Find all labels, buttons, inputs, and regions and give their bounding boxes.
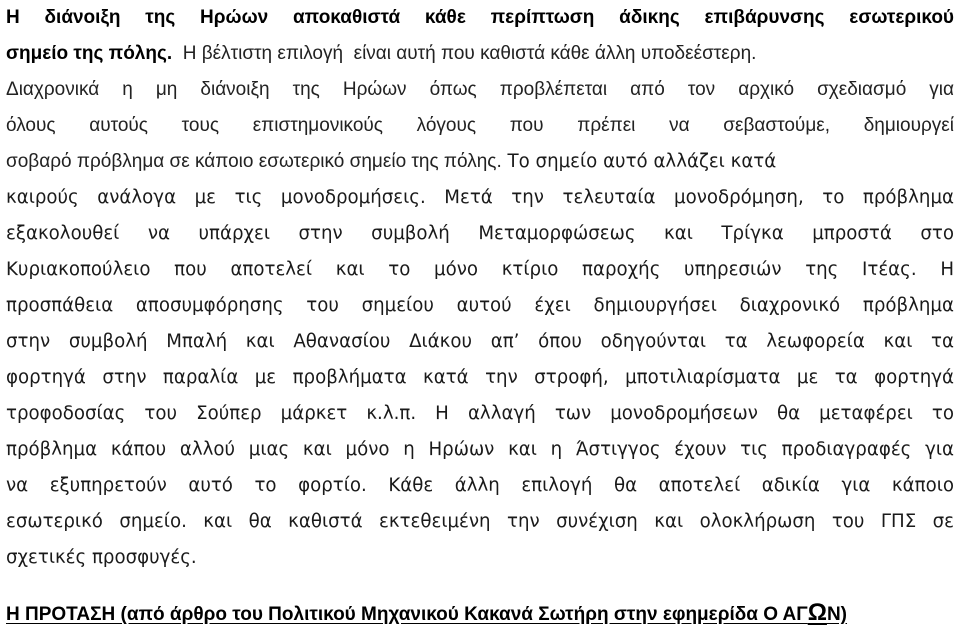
text-line-2-bold: σημείο της πόλης.	[6, 43, 173, 64]
text-line-9: προσπάθεια αποσυμφόρησης του σημείου αυτού έχει δημιουργήσει διαχρονικό πρόβλημα	[6, 295, 954, 316]
text-line-3: Διαχρονικά η μη διάνοιξη της Ηρώων όπως προβλέπεται από τον αρχικό σχεδιασμό για	[6, 79, 954, 100]
text-line-14: να εξυπηρετούν αυτό το φορτίο. Κάθε άλλη επιλογή θα αποτελεί αδικία για κάποιο	[6, 475, 954, 496]
text-line-8: Κυριακοπούλειο που αποτελεί και το μόνο κτίριο παροχής υπηρεσιών της Ιτέας. Η	[6, 259, 954, 280]
text-line-13: πρόβλημα κάπου αλλού μιας και μόνο η Ηρώων και η Άστιγγος έχουν τις προδιαγραφές για	[6, 439, 954, 460]
text-line-10: στην συμβολή Μπαλή και Αθανασίου Διάκου απ’ όπου οδηγούνται τα λεωφορεία και τα	[6, 331, 954, 352]
text-line-7: εξακολουθεί να υπάρχει στην συμβολή Μεταμορφώσεως και Τρίγκα μπροστά στο	[6, 223, 954, 244]
text-line-4: όλους αυτούς τους επιστημονικούς λόγους που πρέπει να σεβαστούμε, δημιουργεί	[6, 115, 954, 136]
text-line-2	[6, 36, 954, 72]
text-line-5	[6, 144, 954, 180]
text-line-5-body: Το σημείο αυτό αλλάζει κατά	[501, 151, 777, 172]
text-line-16: σχετικές προσφυγές.	[6, 547, 197, 568]
proposal-heading-end: Ν)	[826, 604, 848, 625]
text-line-6: καιρούς ανάλογα με τις μονοδρομήσεις. Μετά την τελευταία μονοδρόμηση, το πρόβλημα	[6, 187, 954, 208]
text-line-1: Η διάνοιξη της Ηρώων αποκαθιστά κάθε περίπτωση άδικης επιβάρυνσης εσωτερικού	[6, 7, 954, 28]
text-line-5-sans: σοβαρό πρόβλημα σε κάποιο εσωτερικό σημείο της πόλης.	[6, 151, 502, 172]
proposal-heading-omega: Ω	[807, 599, 827, 626]
text-line-15: εσωτερικό σημείο. και θα καθιστά εκτεθειμένη την συνέχιση και ολοκλήρωση του ΓΠΣ σε	[6, 511, 954, 532]
paragraph-gap	[6, 576, 954, 596]
text-line-2-normal: Η βέλτιστη επιλογή είναι αυτή που καθιστά κάθε άλλη υποδεέστερη.	[172, 43, 757, 64]
proposal-heading-main: Η ΠΡΟΤΑΣΗ (από άρθρο του Πολιτικού Μηχανικού Κακανά Σωτήρη στην εφημερίδα Ο ΑΓ	[6, 604, 808, 625]
text-line-11: φορτηγά στην παραλία με προβλήματα κατά την στροφή, μποτιλιαρίσματα με τα φορτηγά	[6, 367, 954, 388]
article-body	[6, 0, 954, 630]
text-line-12: τροφοδοσίας του Σούπερ μάρκετ κ.λ.π. Η αλλαγή των μονοδρομήσεων θα μεταφέρει το	[6, 403, 954, 424]
